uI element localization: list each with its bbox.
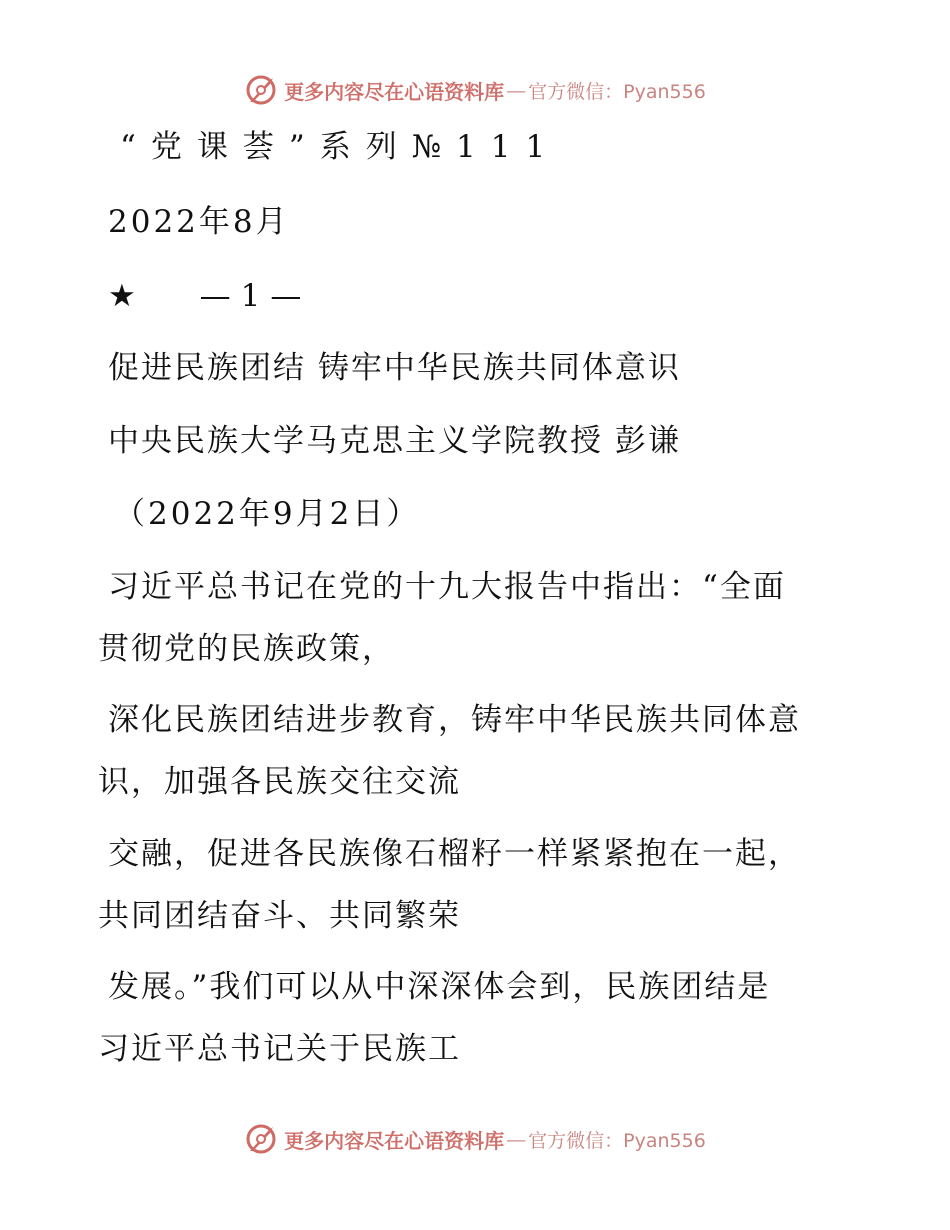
footer-watermark [0,1119,950,1159]
watermark-wechat: 官方微信：Pyan556 [528,1129,706,1152]
watermark-separator: — [506,78,527,102]
paragraph-line: 发展。”我们可以从中深深体会到，民族团结是 [108,969,771,1005]
issue-date: 2022年8月 [108,204,290,240]
paragraph-line: 深化民族团结进步教育，铸牢中华民族共同体意 [108,702,801,738]
quill-pen-circle-icon [244,1122,278,1156]
article-title: 促进民族团结 铸牢中华民族共同体意识 [108,350,681,386]
article-date: （2022年9月2日） [114,496,421,532]
series-label: “党课荟”系列№111 [120,129,561,165]
paragraph-line: 贯彻党的民族政策， [98,631,395,667]
paragraph-line: 习近平总书记关于民族工 [98,1031,461,1067]
quill-pen-circle-icon [244,73,278,107]
paragraph-line: 识，加强各民族交往交流 [98,764,461,800]
watermark-brand: 更多内容尽在心语资料库 [284,1128,505,1153]
watermark-wechat: 官方微信：Pyan556 [528,80,706,103]
page-marker [108,278,312,314]
page-number: —1— [199,278,312,314]
paragraph-line: 习近平总书记在党的十九大报告中指出：“全面 [108,569,786,605]
article-author: 中央民族大学马克思主义学院教授 彭谦 [108,423,681,459]
header-watermark [0,70,950,110]
paragraph-line: 共同团结奋斗、共同繁荣 [98,898,461,934]
watermark-separator: — [506,1127,527,1151]
star-icon: ★ [108,278,139,314]
paragraph-line: 交融，促进各民族像石榴籽一样紧紧抱在一起， [108,836,801,872]
watermark-brand: 更多内容尽在心语资料库 [284,79,505,104]
